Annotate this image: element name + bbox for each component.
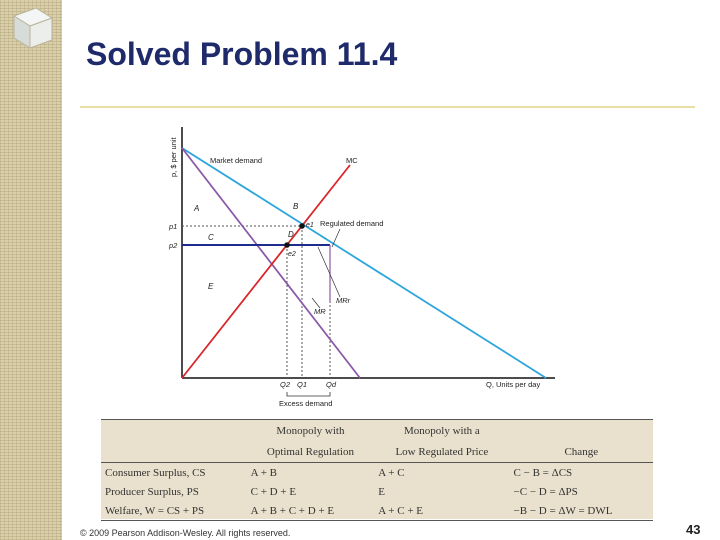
row-optimal: A + B + C + D + E (247, 501, 375, 521)
q2-tick: Q2 (280, 380, 291, 389)
x-axis-label: Q, Units per day (486, 380, 541, 389)
row-optimal: C + D + E (250, 485, 297, 498)
header-low-line2: Low Regulated Price (374, 441, 509, 463)
regulation-diagram (160, 125, 580, 415)
header-change-blank (510, 420, 653, 442)
row-low: A + C + E (374, 501, 509, 521)
row-optimal: A + B (250, 466, 278, 479)
area-e-label: E (208, 282, 214, 291)
mr-r-label: MRr (336, 296, 351, 305)
page-number: 43 (686, 522, 701, 537)
area-b-label: B (293, 202, 299, 211)
welfare-comparison-table (101, 419, 653, 519)
table-row (101, 463, 653, 483)
area-a-label: A (194, 204, 200, 213)
copyright-footer: © 2009 Pearson Addison-Wesley. All rights reserved. (80, 528, 291, 538)
mr-r-pointer (318, 247, 340, 297)
header-optimal-line2: Optimal Regulation (247, 441, 375, 463)
row-label: Producer Surplus, PS (105, 485, 199, 498)
header-low-line1: Monopoly with a (374, 420, 509, 442)
slide-title: Solved Problem 11.4 (86, 36, 398, 72)
row-low: A + C (378, 466, 405, 479)
title-divider (80, 106, 695, 108)
q1-tick: Q1 (297, 380, 308, 389)
market-demand-curve (182, 148, 546, 378)
e2-label: e2 (288, 251, 296, 258)
table-row (101, 501, 653, 521)
header-blank-2 (101, 441, 247, 463)
market-demand-label: Market demand (210, 156, 263, 165)
table-row (101, 482, 653, 501)
header-change: Change (510, 441, 653, 463)
decorative-side-strip (0, 0, 62, 540)
area-c-label: C (208, 233, 214, 242)
excess-demand-label: Excess demand (279, 399, 333, 408)
area-d-label: D (288, 230, 294, 239)
p2-tick: p2 (169, 241, 178, 250)
row-change: −B − D = ΔW = DWL (510, 501, 653, 521)
row-low: E (378, 485, 385, 498)
header-optimal-line1: Monopoly with (247, 420, 375, 442)
e1-point (299, 223, 305, 229)
glass-cube-image (6, 4, 56, 50)
row-change: −C − D = ΔPS (513, 485, 578, 498)
qd-tick: Qd (326, 380, 337, 389)
header-blank (101, 420, 247, 442)
y-axis-label: p, $ per unit (169, 137, 178, 177)
p1-tick: p1 (169, 222, 178, 231)
e1-label: e1 (306, 222, 314, 229)
mc-label: MC (346, 156, 358, 165)
row-label: Consumer Surplus, CS (105, 466, 206, 479)
e2-point (284, 242, 290, 248)
regulated-demand-label: Regulated demand (320, 219, 384, 228)
mc-curve (182, 165, 350, 378)
excess-demand-bracket (287, 392, 330, 396)
row-change: C − B = ΔCS (513, 466, 573, 479)
row-label: Welfare, W = CS + PS (101, 501, 247, 521)
mr-label: MR (314, 307, 326, 316)
